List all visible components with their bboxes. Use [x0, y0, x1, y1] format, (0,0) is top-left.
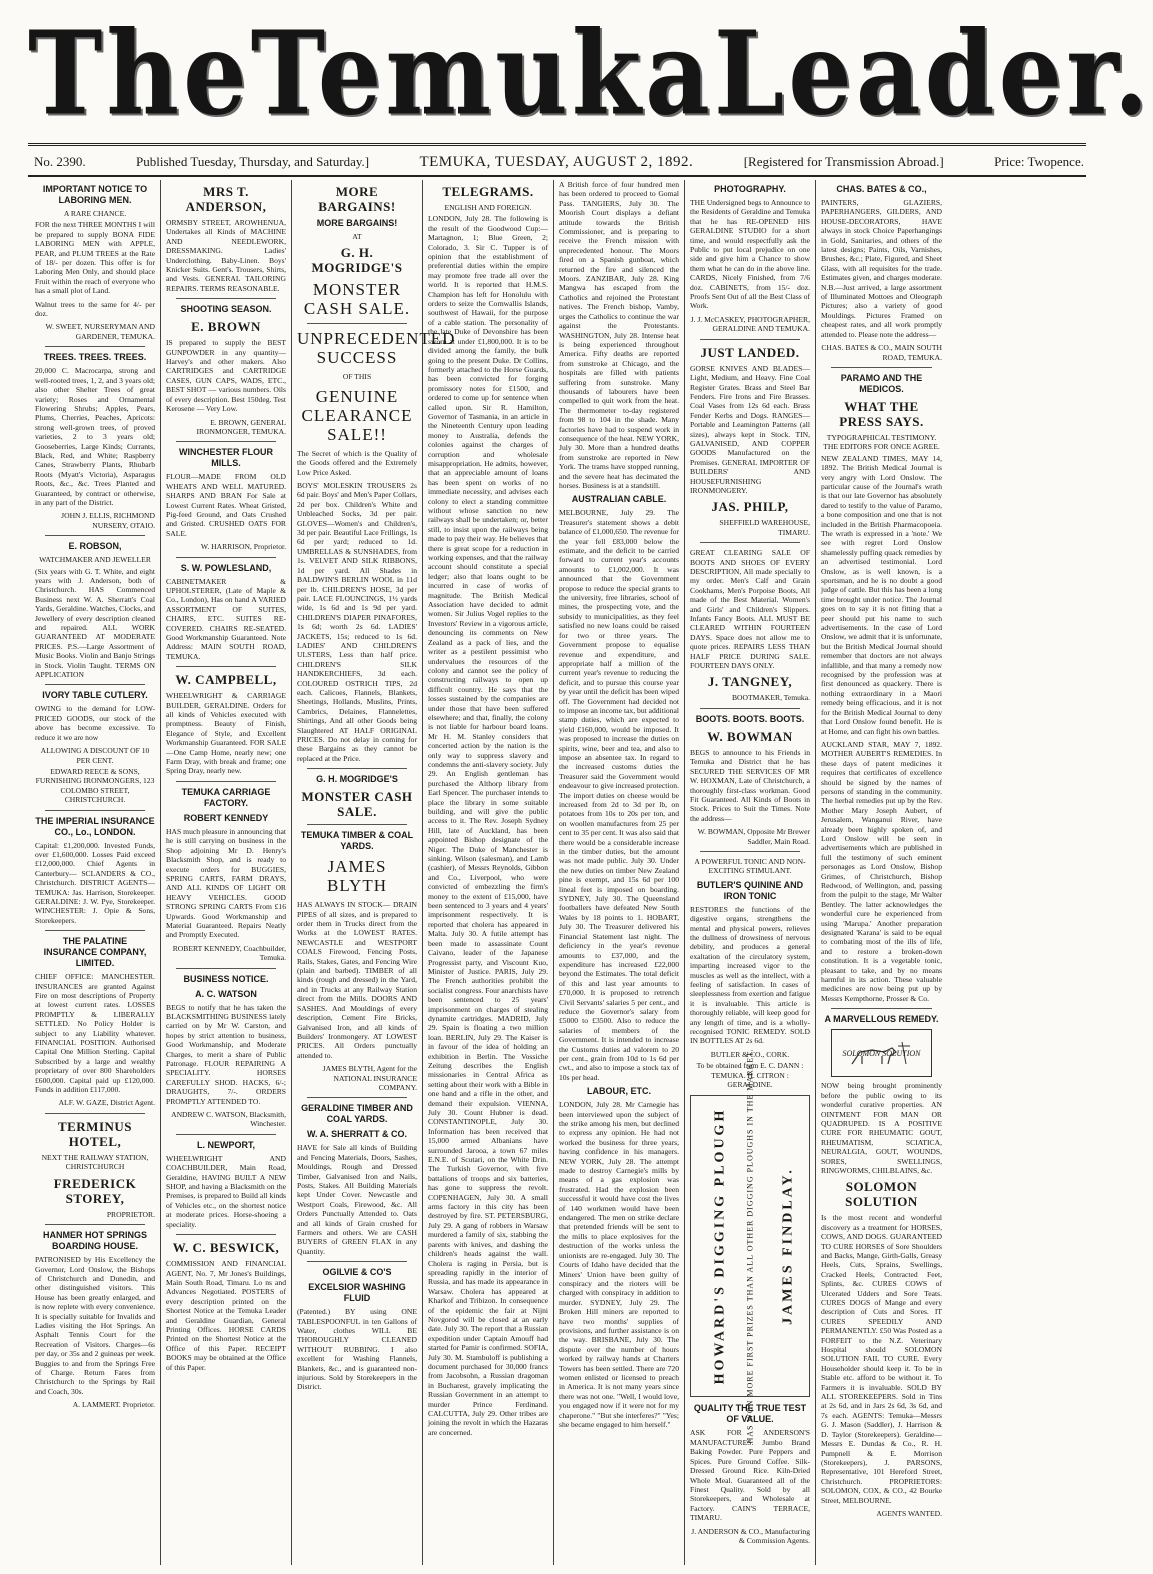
- ad-subheading: ALLOWING A DISCOUNT OF 10 PER CENT.: [40, 746, 150, 765]
- ad-heading: W. C. BESWICK,: [172, 1240, 280, 1256]
- masthead-word-the: The: [28, 5, 251, 141]
- ad-heading: WINCHESTER FLOUR MILLS.: [179, 447, 273, 469]
- ad-heading: SHOOTING SEASON.: [180, 304, 272, 315]
- ad-heading: QUALITY THE TRUE TEST OF VALUE.: [693, 1403, 807, 1425]
- ad-body: Capital: £1,200,000. Invested Funds, over £1,600,000. Losses Paid exceed £12,000,000. Chief Agents in Canterbury— SCLANDERS & CO., Christchurch. DISTRICT AGENTS— TEMUKA: Jas. Harrison, Storekeeper. GERALDINE: J. W. Pye, Storekeeper. WINCHESTER: J. Opie & Sons, Storekeepers.: [35, 840, 155, 925]
- publication-schedule: Published Tuesday, Thursday, and Saturday.]: [136, 154, 370, 169]
- ad-body: BOYS' MOLESKIN TROUSERS 2s 6d pair. Boys' and Men's Paper Collars, 2d per box. Children's White and Unbleached Socks, 3d per pair. GLOVES—Women's and Children's, 3d per pair. Beautiful Lace Frillings, 1s 6d per yard; reduced to 1d. UMBRELLAS & SUNSHADES, from 1s. VELVET AND SILK RIBBONS, 1d per yard. All Shades in BALDWIN'S BERLIN WOOL in 11d per lb. CHILDREN'S HOSE, 3d per pair. LACE FLOUNCINGS, 1½ yards wide, 1s 6d and 1s 9d per yard. CHILDREN'S DIAPER PINAFORES, 1s 6d; worth 2s 6d. LADIES' JACKETS, 15s; reduced to 1s 6d. LADIES' AND CHILDREN'S ULSTERS, Less than half price. CHILDREN'S SILK HANDKERCHIEFS, 3d each. COLOURED OSTRICH TIPS, 2d each. Calicoes, Flannels, Blankets, Sheetings, Hollands, Muslins, Prints, Cambrics, Delaines, Flannelettes, Shirtings, And all other Goods being Slaughtered AT HALF ORIGINAL PRICES. Do not delay in coming for these Bargains as they cannot be replaced at the Price.: [297, 481, 417, 763]
- divider: [831, 1008, 932, 1009]
- ad-body: HAVE for Sale all kinds of Building and Fencing Materials, Doors, Sashes, Mouldings, Rough and Dressed Timber, Galvanised Iron and Nails, Posts, Stakes. All Building Materials kept Under Cover. Newcastle and Westport Coals, Firewood, &c. All Orders Punctually Attended to. Oats and all kinds of Grain crushed for Farmers and others. We are CASH BUYERS of GREEN FLAX in any Quantity.: [297, 1143, 417, 1256]
- ad-heading: E. BROWN: [191, 319, 261, 335]
- ad-signature: ANDREW C. WATSON, Blacksmith, Winchester.: [171, 1110, 286, 1129]
- ad-heading: MORE BARGAINS!: [316, 218, 398, 228]
- ad-signature: W. BOWMAN, Opposite Mr Brewer Saddler, Main Road.: [697, 827, 810, 846]
- masthead-rule: [28, 143, 1086, 146]
- registration-note: [Registered for Transmission Abroad.]: [743, 154, 944, 169]
- news-body: A British force of four hundred men has been ordered to proceed to Gomal Pass. TANGIERS, July 30. The Moorish Court displays a defiant attitude towards the British Commissioner, and is preparing to receive the French mission with unprecedented honour. The Moors fired on a Spanish gunboat, which returned the fire and silenced the Moors. ZANZIBAR, July 28. King Mangwa has escaped from the Catholics and rejoined the Protestant natives. The French bishop, Vamby, urges the Catholics to continue the war against the Protestants. WASHINGTON, July 28. Intense heat is being experienced throughout America. Fifty deaths are reported from sunstroke at Chicago, and the hospitals are filled with patients suffering from sunstroke. Many thousands of labourers have been compelled to quit work from the heat. The thermometer to-day registered from 98 to 104 in the shade. Many factories have had to suspend work in consequence of the heat. NEW YORK, July 30. More than a hundred deaths from sunstroke are reported in New York. The trams have stopped running, and the severe heat has decimated the horses. Business is at a standstill.: [559, 180, 679, 490]
- ad-heading: E. ROBSON,: [68, 541, 122, 552]
- ad-subheading: A POWERFUL TONIC AND NON-EXCITING STIMULANT.: [694, 856, 806, 876]
- ad-body: Walnut trees to the same for 4/- per doz.: [35, 299, 155, 319]
- ad-body: BEGS to announce to his Friends in Temuka and District that he has SECURED THE SERVICES OF MR W. HOXMAN, Late of Christchurch, a thoroughly first-class workman. Good Fit Guaranteed. All Kinds of Boots in Stock. Prices to Suit the Times. Note the address—: [690, 747, 810, 823]
- ad-body: CHIEF OFFICE: MANCHESTER. INSURANCES are granted Against Fire on most descriptions of Property at lowest current rates. LOSSES PROMPTLY & LIBERALLY SETTLED. No Policy Holder is subject to any Liability whatever. FINANCIAL POSITION. Authorised Capital One Million Sterling. Capital Subscribed by a large and wealthy proprietary of over 800 Shareholders £600,000. Capital paid up £120,000. Funds in addition £117,000.: [35, 972, 155, 1095]
- column-1: [30, 180, 161, 1565]
- ad-body: WHEELWRIGHT AND COACHBUILDER, Main Road, Geraldine, HAVING BUILT A NEW SHOP, and having a Blacksmith on the Premises, is prepared to Build all kinds of Vehicles etc., on the shortest notice at moderate prices. Horse-shoeing a speciality.: [166, 1153, 286, 1229]
- divider: [176, 666, 276, 667]
- ad-heading: JUST LANDED.: [700, 344, 800, 360]
- ad-body: (Patented.) BY using ONE TABLESPOONFUL in ten Gallons of Water, clothes WILL BE THOROUGHLY CLEANED WITHOUT RUBBING. I also excellent for Washing Flannels, Blankets, &c., and is guaranteed non-injurious. Sold by Storekeepers in the District.: [297, 1307, 417, 1392]
- ad-heading: MONSTER CASH SALE.: [303, 280, 411, 319]
- vertical-signature: JAMES FINDLAY.: [780, 1167, 796, 1326]
- divider: [45, 810, 145, 811]
- ad-heading: JAS. PHILP,: [711, 499, 789, 515]
- solomon-solution-logo: [831, 1029, 932, 1077]
- ad-body: FLOUR—MADE FROM OLD WHEATS AND WELL MATURED. SHARPS AND BRAN For Sale at Lowest Current Rates. Wheat Gristed, Pig-feed Ground, and Oats Crushed and Gristed. CRUSHED OATS FOR SALE.: [166, 472, 286, 538]
- masthead-word-leader: Leader.: [713, 5, 1153, 141]
- ad-heading: WHAT THE PRESS SAYS.: [839, 398, 924, 429]
- vertical-body: HAS WON MORE FIRST PRIZES THAN ALL OTHER DIGGING PLOUGHS IN THE MARKET.: [745, 1048, 755, 1445]
- ad-heading: IVORY TABLE CUTLERY.: [42, 690, 148, 701]
- ad-heading: PHOTOGRAPHY.: [714, 184, 786, 194]
- ad-heading: SOLOMON SOLUTION: [845, 1179, 918, 1210]
- ad-body: OWING to the demand for LOW-PRICED GOODS, our stock of the above has become excessive. To reduce it we are now: [35, 704, 155, 742]
- masthead: [28, 5, 1153, 141]
- ad-heading: THE PALATINE INSURANCE COMPANY, LIMITED.: [43, 936, 147, 969]
- ad-body: HAS ALWAYS IN STOCK— DRAIN PIPES of all sizes, and is prepared to order them in Trucks direct from the Works at the LOWEST RATES. NEWCASTLE and WESTPORT COALS Firewood, Fencing Posts, Rails, Stakes, Gates, and Fencing Wire (plain and barbed). TIMBER of all kinds (rough and dressed) in the Yard, and in Trucks at any Railway Station direct from the Mills. DOORS AND SASHES. And Mouldings of every description, Cement Fire Bricks, Galvanised Iron, and all kinds of Builders' Ironmongery. AT LOWEST PRICES. All Orders punctually attended to.: [297, 900, 417, 1060]
- section-heading-australian-cable: AUSTRALIAN CABLE.: [571, 494, 667, 505]
- ad-heading: HANMER HOT SPRINGS BOARDING HOUSE.: [42, 1230, 147, 1252]
- ad-signature: J. ANDERSON & CO., Manufacturing & Commission Agents.: [691, 1526, 810, 1545]
- ad-heading: BUSINESS NOTICE.: [183, 973, 269, 984]
- masthead-word-temuka: Temuka: [250, 5, 714, 141]
- ad-body: ASK FOR ANDERSON'S MANUFACTURES. Jumbo Brand Baking Powder. Pure Peppers and Spices. Pure Ground Coffee. Silk-Dressed Ground Rice. Kiln-Dried Whole Meal. Guaranteed all of the Finest Quality. Sold by all Storekeepers, and Wholesale at Factory. CAIN'S TERRACE, TIMARU.: [690, 1428, 810, 1523]
- ad-heading: CHAS. BATES & CO.,: [836, 184, 927, 194]
- issue-price: Price: Twopence.: [994, 154, 1084, 169]
- ad-heading: GENUINE CLEARANCE SALE!!: [301, 386, 413, 444]
- ad-heading: ROBERT KENNEDY: [183, 812, 269, 823]
- divider: [45, 1113, 145, 1114]
- newspaper-columns: [30, 180, 1086, 1565]
- ad-body: AUCKLAND STAR, MAY 7, 1892. MOTHER AUBERT'S REMEDIES. In these days of patent medicines it requires that certificates of excellence should be signed by the names of persons of standing in the community. The herbal remedies put up by the Rev. Mother Mary Joseph Aubert, of Jerusalem, Wanganui River, have already been highly spoken of, and Lord Onslow will be seen in advertisements which are published in full the testimony of such eminent personages as Lord Onslow, Bishop Grimes, of Christchurch, Bishop Redwood, of Wellington, and, passing from the pulpit to the stage, Mr Walter Bentley. The latter acknowledges the wonderful cure he experienced from using 'Marupa.' Another preparation designated 'Karana' is said to be equal to combating most of the ills of life, and to restore a broken-down constitution. It is a vegetable tonic, pleasant to take, and by no means harmful in its action. These valuable medicines are now being put up by Messrs Kempthorne, Prosser & Co.: [821, 739, 942, 1003]
- ad-subheading: WATCHMAKER AND JEWELLER: [39, 555, 151, 565]
- ad-heading: A. C. WATSON: [195, 988, 257, 999]
- ad-heading: OGILVIE & CO'S: [322, 1267, 392, 1278]
- divider: [176, 298, 276, 299]
- ad-body: WHEELWRIGHT & CARRIAGE BUILDER, GERALDINE. Orders for all kinds of Vehicles executed with promptness. Beauty of Finish, Elegance of Style, and Excellent Workmanship Guaranteed. FOR SALE—One Camp Home, nearly new; one Farm Dray, with break and frame; one Spring Dray, nearly new.: [166, 691, 286, 776]
- ad-signature: W. HARRISON, Proprietor.: [200, 542, 286, 552]
- ad-subheading: OF THIS: [342, 372, 372, 382]
- ad-heading: MRS T. ANDERSON,: [185, 184, 267, 214]
- ad-heading: TEMUKA TIMBER & COAL YARDS.: [300, 830, 414, 852]
- ad-heading: IMPORTANT NOTICE TO LABORING MEN.: [42, 184, 148, 205]
- column-7: [816, 180, 947, 1565]
- ad-body: The Secret of which is the Quality of the Goods offered and the Extremely Low Price Asked.: [297, 448, 417, 477]
- column-2: [161, 180, 292, 1565]
- ad-heading: W. CAMPBELL,: [175, 672, 277, 688]
- ad-signature: ROBERT KENNEDY, Coachbuilder, Temuka.: [172, 943, 286, 963]
- ad-heading: TREES. TREES. TREES.: [43, 352, 147, 363]
- ad-heading: UNPRECEDENTED SUCCESS: [297, 329, 456, 368]
- ad-subheading: EDWARD REECE & SONS, FURNISHING IRONMONGERS, 123 COLOMBO STREET, CHRISTCHURCH.: [35, 766, 155, 805]
- ad-subheading: A RARE CHANCE.: [63, 209, 127, 218]
- ad-body: PAINTERS, GLAZIERS, PAPERHANGERS, GILDERS, AND HOUSE-DECORATORS, HAVE always in stock Choice Paperhangings in Gold, Sanitaries, and others of the latest designs; Paints, Oils, Varnishes, Brushes, &c.; Plate, Figured, and Sheet Glass, with all requisites for the trade. Estimates given, and charges moderate. N.B.—Just arrived, a large assortment of Illuminated Mottoes and Oleograph Pictures; also a variety of good Mouldings. Pictures Framed on cheapest rates, and all work promptly attended to. Please note the address—: [821, 198, 942, 339]
- ad-heading: BUTLER'S QUININE AND IRON TONIC: [696, 879, 804, 901]
- divider: [45, 346, 145, 347]
- ad-heading: BOOTS. BOOTS. BOOTS.: [695, 713, 805, 724]
- divider: [176, 968, 276, 969]
- ad-body: COMMISSION AND FINANCIAL AGENT, No. 7, Mr Jones's Buildings, Main South Road, Timaru. Lo ns and Advances Negotiated. POSTERS of every description printed on the Shortest Notice at the Temuka Leader and Geraldine Guardian, General Printing Offices. HORSE CARDS Printed on the Shortest Notice at the Office of this Paper. RECEIPT BOOKS may be obtained at the Office of this Paper.: [166, 1259, 286, 1372]
- ad-signature: JAMES BLYTH, Agent for the NATIONAL INSURANCE COMPANY.: [322, 1064, 417, 1092]
- ad-subheading: TYPOGRAPHICAL TESTIMONY. THE EDITORS FOR ONCE AGREE.: [823, 432, 940, 452]
- ad-body: GORSE KNIVES AND BLADES—Light, Medium, and Heavy. Fine Coal Register Grates. Brass and Steel Bar Fenders. Fire Irons and Fire Brasses. Coal Vases from 12s 6d each. Brass Fender Kerbs and Dogs. RANGES—Portable and Leamington Patterns (all sizes), always kept in Stock. TIN, GALVANISED, AND COPPER GOODS Manufactured on the Premises. GENERAL IMPORTER OF BUILDERS' AND HOUSEFURNISHING IRONMONGERY.: [690, 363, 810, 495]
- divider: [45, 684, 145, 685]
- ad-heading: TERMINUS HOTEL,: [57, 1118, 133, 1149]
- ad-body: IS prepared to supply the BEST GUNPOWDER in any quantity—Harvey's and other makers. Also CARTRIDGES and CARTRIDGE CASES, GUN CAPS, WADS, ETC., BEST SHOT — various numbers. Oils of every description. Best 150deg. Test Kerosene — Very Low.: [166, 338, 286, 414]
- issue-number: No. 2390.: [34, 154, 86, 169]
- ad-body: NOW being brought prominently before the public owing to its wonderful curative properties. AN OINTMENT FOR MAN OR QUADRUPED. IS A POSITIVE CURE FOR RHEUMATIC GOUT, RHEUMATISM, SCIATICA, NEURALGIA, GOUT, WOUNDS, SORES, SWELLINGS, RINGWORMS, CHILBLAINS, &c.: [821, 1081, 942, 1175]
- ad-body: HAS much pleasure in announcing that he is still carrying on business in the Shop adjoining Mr D. Henry's Blacksmith Shop, and is ready to execute orders for BUGGIES, SPRING CARTS, FARM DRAYS, AND ALL KINDS OF LIGHT OR HEAVY VEHICLES. GOOD STRONG SPRING CARTS From £16 Upwards. Good Workmanship and Material Guaranteed. Repairs Neatly and Promptly Executed.: [166, 826, 286, 940]
- divider: [176, 1234, 276, 1235]
- ad-subheading: To be obtained from E. C. DANN : TEMUKA. H. CITRON : GERALDINE.: [696, 1061, 804, 1090]
- ad-heading: W. A. SHERRATT & CO.: [307, 1129, 407, 1140]
- divider: [700, 542, 800, 543]
- ad-heading: EXCELSIOR WASHING FLUID: [308, 1282, 406, 1304]
- ad-heading: G. H. MOGRIDGE'S: [316, 774, 398, 785]
- divider: [45, 1224, 145, 1225]
- column-6: [685, 180, 816, 1565]
- ad-heading: J. TANGNEY,: [707, 674, 793, 690]
- ad-body: GREAT CLEARING SALE OF BOOTS AND SHOES OF EVERY DESCRIPTION, All made specially to my order. Men's Calf and Grain Cookhams, Men's Porpoise Boots, All made of the Best Material. Women's and Girls' and Children's Slippers. Infants Fancy Boots. ALL MUST BE CLEARED WITHIN FOURTEEN DAYS. Space does not allow me to quote prices. REPAIRS LESS THAN HALF PRICE DURING SALE. FOURTEEN DAYS ONLY.: [690, 548, 810, 671]
- ad-signature: PROPRIETOR.: [106, 1209, 155, 1219]
- ad-body: NEW ZEALAND TIMES, MAY 14, 1892. The British Medical Journal is very angry with Lord Onslow. The particular cause of the Journal's wrath is that our late Governor has absolutely dared to testify to the value of Paramo, a bone composition and one that is not included in the British Pharmacopoeia. The wrath is expressed in a 'note.' We see with regret Lord Onslow shamelessly puffing quack remedies by an advertised testimonial. Lord Onslow, as is well known, is a sportsman, and he is no doubt a good judge of cattle. But this has been a long time brought under notice. The Journal goes on to say it is not fitting that a peer should put his name to such advertisements. In the case of Lord Onslow, we admit that it is unfortunate, but the British Medical Journal should remember that doctors are not always infallible, and that many a remedy now recognised by the profession was at first denounced as quackery. There is nothing extraordinary in a Maori remedy being efficacious, and it is not for the British Medical Journal to deny that Lord Onslow found benefit. He is at Home, and can fight his own battles.: [821, 453, 942, 736]
- divider: [176, 557, 276, 558]
- divider: [307, 768, 407, 769]
- ad-signature: J. J. McCASKEY, PHOTOGRAPHER, GERALDINE AND TEMUKA.: [690, 314, 810, 334]
- ad-body: (Six years with G. T. White, and eight years with J. Anderson, both of Christchurch. HAS Commenced Business next W. A. Sherratt's Coal Yards, Geraldine. Watches, Clocks, and Jewellery of every description cleaned and repaired. ALL WORK GUARANTEED AT MODERATE PRICES. P.S.—Large Assortment of Music Books. Violin and Banjo Strings in Stock. Violin Taught. TERMS ON APPLICATION: [35, 566, 155, 680]
- news-body: LONDON, July 28. Mr Carnegie has been interviewed upon the subject of the strike among his men, but declined to express any opinion. He had not worked the business for three years, having confidence in his managers. NEW YORK, July 28. The attempt made to destroy Carnegie's mills by means of a gas explosion was frustrated. Had the explosion been successful it would have cost the lives of 140 workmen would have been endangered. The men on strike declare that pretended friends will be sent to the mills to place explosives for the destruction of the works unless the unionists are re-engaged. July 30. The Courts of Idaho have decided that the Miners' Union have been guilty of conspiracy and the rioters will be charged with conspiracy in addition to murder. SYDNEY, July 29. The Broken Hill miners are reported to have two months' supplies of provisions, and further assistance is on the way. BRISBANE, July 30. The dispute over the number of hours worked by railway hands at Charters Towers has been settled. There are 720 women enlisted or licensed to preach in America. It is not many years since there was not one. "Well, I would love, you engaged now if it were not for my chaperone." "But she interferes?" "Yes; she became engaged to him herself.": [559, 1100, 679, 1429]
- ad-heading: PARAMO AND THE MEDICOS.: [840, 372, 923, 394]
- ad-body: CABINETMAKER & UPHOLSTERER, (Late of Maple & Co., London), Has on hand A VARIED ASSORTMENT OF SUITES, CHAIRS, ETC. SUITES RE-COVERED. CHAIRS RE-SEATED. Good Workmanship Guaranteed. Note Address: MAIN SOUTH ROAD, TEMUKA.: [166, 576, 286, 661]
- column-5: [554, 180, 685, 1565]
- vertical-heading: HOWARD'S DIGGING PLOUGH: [712, 1108, 728, 1385]
- section-heading-telegrams: TELEGRAMS.: [442, 184, 534, 199]
- ad-signature: A. LAMMERT. Proprietor.: [72, 1400, 155, 1410]
- divider: [307, 323, 407, 324]
- divider: [831, 367, 932, 368]
- ad-signature: JOHN J. ELLIS, RICHMOND NURSERY, OTAIO.: [61, 511, 155, 530]
- ad-body: RESTORES the functions of the digestive organs, strengthens the mental and physical powers, relieves the dullness of drowsiness of nervous debility, and produces a general exaltation of the circulatory system, imparting increased vigor to the muscles as well as the intellect, with a feeling of satisfaction. In cases of sleeplessness from exertion and fatigue it is invaluable. This article is thoroughly reliable, will keep good for any length of time, and is a wholly-recognised TONIC REMEDY. SOLD IN BOTTLES AT 2s 6d.: [690, 904, 810, 1046]
- ad-heading: GERALDINE TIMBER AND COAL YARDS.: [301, 1103, 413, 1125]
- divider: [700, 851, 800, 852]
- divider: [176, 1134, 276, 1135]
- divider: [307, 1261, 407, 1262]
- ad-subheading: NEXT THE RAILWAY STATION, CHRISTCHURCH: [41, 1152, 149, 1172]
- divider: [176, 441, 276, 442]
- ad-signature: BUTLER & CO., CORK.: [710, 1049, 790, 1059]
- divider: [45, 535, 145, 536]
- ad-body: THE Undersigned begs to Announce to the Residents of Geraldine and Temuka that he has RE-OPENED HIS GERALDINE STUDIO for a short time, and would respectfully ask the Public to put local prejudice on one side and give him a Chance to show them what he can do in the above line. CARDS, Nicely Finished, from 7/6 doz. CABINETS, from 15/- doz. Proofs Sent Out of all the Best Class of Work.: [690, 198, 810, 311]
- ad-heading: TEMUKA CARRIAGE FACTORY.: [181, 786, 271, 808]
- ad-subheading: AT: [352, 232, 362, 241]
- ad-heading: L. NEWPORT,: [197, 1139, 255, 1150]
- dateline-rule: [28, 175, 1086, 177]
- ad-signature: W. SWEET, NURSERYMAN AND GARDENER, TEMUKA.: [45, 322, 155, 341]
- section-subheading: ENGLISH AND FOREIGN.: [444, 203, 532, 212]
- dateline: [34, 151, 1084, 173]
- ad-body: FOR the next THREE MONTHS I will be prepared to supply BONA FIDE LABORING MEN with APPLE, PEAR, and PLUM TREES at the Rate of 18/- per dozen. This offer is for Laboring Men Only, and should place Fruit within the reach of everyone who has a small plot of Land.: [35, 220, 155, 296]
- column-4: [423, 180, 554, 1565]
- ad-signature: E. BROWN, GENERAL IRONMONGER, TEMUKA.: [196, 417, 286, 436]
- ad-body: PATRONISED by His Excellency the Governor, Lord Onslow, the Bishops of Christchurch and Dunedin, and other distinguished visitors. This House has been greatly enlarged, and is now replete with every convenience. It is specially suitable for Invalids and Ladies visiting the Hot Springs. An Asphalt Tennis Court for the Recreation of Visitors. Charges—6s per day, or 35s and 2 guineas per week. Buggies to and from the Springs Free of Charge. Return Fares from Christchurch to the Springs by Rail and Coach, 30s.: [35, 1255, 155, 1396]
- ad-signature: ALF. W. GAZE, District Agent.: [58, 1098, 155, 1108]
- ad-heading: FREDERICK STOREY,: [53, 1175, 137, 1206]
- ad-heading: MORE BARGAINS!: [318, 184, 396, 214]
- ad-signature: CHAS. BATES & CO., MAIN SOUTH ROAD, TEMUKA.: [821, 343, 942, 362]
- ad-heading: JAMES BLYTH: [327, 857, 387, 896]
- divider: [45, 930, 145, 931]
- ad-signature: BOOTMAKER, Temuka.: [731, 693, 810, 703]
- news-body: LONDON, July 28. The following is the result of the Goodwood Cup:— Martagnon, 1; Blue Green, 2; Colorado, 3. Sir C. Tupper is of opinion that the establishment of preferential duties within the empire may promote free trade all over the world. It is reported that H.M.S. Champion has left for Honolulu with orders to seize the Cornwallis Islands, southwest of Hawaii, for the purpose of a cable station. The personality of the late Duke of Devonshire has been sworn at under £1,800,000. It is to be divided among the family, the bulk going to the present Duke. Dr Collins, formerly attached to the Horse Guards, has been convicted for forging promissory notes for £1500, and ordered to come up for sentence when called upon. Sir R. Hamilton, Governor of Tasmania, in an article in the Nineteenth Century upon leading money to Australia, defends the colonies against the charges of corruption and wholesale misappropriation. He admits, however, that an appreciable amount of loans has been spent on works of no immediate necessity, and advises each colony to elect a standing committee without whose sanction no new railways shall be undertaken; or, better still, to insist upon the railways being made to pay their way. He believes that there is great scope for a reduction in working expenses, and that the railway account should constitute a special ledger; also that loans ought to be incurred in case of works of magnitude. The British Medical Association have decided to admit women. Sir Julius Vogel replies to the Investors' Review in a vigorous article, denouncing its comments on New Zealand as a pack of lies, and the writer as a pestilent pessimist who undervalues the resources of the colony and cannot see the policy of constructing railways to open up difficult country. He says that the losses sustained by the companies are under those that have been suffered elsewhere; and that, finally, the colony is not liable for harbour board loans. Mr H. M. Stanley considers that concerted action by the nation is the only way to suppress slavery and condemns the anti-slavery society. July 29. An English gentleman has purchased the Althorp library from Earl Spencer. The purchaser intends to place the library in some suitable building, and will give the public access to it. The Rev. Joseph Sydney Hill, late of Auckland, has been appointed Bishop designate of the Niger. The Duke of Manchester is sinking. Wilson (salesman), and Lamb (cashier), of Messrs Reynolds, Gibbon and Co., Liverpool, who were convicted of embezzling the firm's money to the extent of £15,000, have been sentenced to 3 years and 4 years' imprisonment respectively. It is reported that cholera has appeared in Malta. July 30. A futile attempt has been made to assassinate Count Caivano, leader of the Japanese Progressist party, and Viscount Kuo, Minister of Justice. PARIS, July 29. The French authorities prohibit the socialist congress. Four anarchists have been sentenced to 25 years' imprisonment on charges of stealing dynamite cartridges. MADRID, July 29. Spain is floating a two million loan. BERLIN, July 29. The Kaiser is in favour of the idea of holding an exhibition in Berlin. The Vossiche Zeitung describes the English missionaries in Central Africa as setting about their work with a Bible in one hand and a rifle in the other, and demand their expulsion. VIENNA, July 30. Count Hubner is dead. CONSTANTINOPLE, July 30. Information has been received that 15,000 armed Albanians have surrounded Jarooa, a town 67 miles E.N.E. of Scutari, on the White Drin. The Turkish Governor, with five battalions of troops and six batteries, has gone to suppress the revolt. COPENHAGEN, July 30. A small arms factory in this city has been destroyed by fire. ST. PETERSBURG, July 29. A gang of robbers in Warsaw murdered a family of six, stabbing the parents with knives, and dashing the children's heads against the wall. Cholera is raging in Persia, but is spreading rapidly in the interior of Russia, and has made its appearance in Warsaw. Cholera has appeared at Kharkof and Tribizon. In consequence of the epidemic the fair at Nijni Novgorod will be closed at an early date. July 30. The report that a Russian expedition under Captain Amouff had started for Pamir is confirmed. SOFIA, July 30. M. Stambuloff is publishing a document purchased for 30,000 francs from Jacobsohn, a Russian dragoman in Bucharest, gravely implicating the Russian Government in an attempt to murder Prince Ferdinand. CALCUTTA, July 29. Other tribes are joining the revolt in which the Hazaras are concerned.: [428, 214, 548, 1437]
- ad-signature: AGENTS WANTED.: [876, 1508, 942, 1518]
- ad-body: ORMSBY STREET, AROWHENUA, Undertakes all Kinds of MACHINE AND NEEDLEWORK, DRESSMAKING. Ladies' Underclothing. Baby-Linen. Boys' Knicker Suits. Gent's. Trousers, Shirts, and Vests. GENERAL TAILORING REPAIRS. TERMS REASONABLE.: [166, 218, 286, 293]
- ad-heading: W. BOWMAN: [707, 728, 793, 744]
- ad-heading: S. W. POWLESLAND,: [180, 562, 272, 573]
- news-body: MELBOURNE, July 29. The Treasurer's statement shows a debit balance of £1,000,650. The revenue for the year fell £83,000 below the estimate, and the deficit to be carried forward to current year's accounts amounts to £1,002,000. It was announced that the Government propose to reduce the special grants to the university, free libraries, school of mines, the prospecting vote, and the subsidy to municipalities, as they feel satisfied no new loans could be raised for two or three years. The Government propose to equalise revenue and expenditure, and appropriate half a million of the current year's revenue to reducing the deficit, and to pursue this course year by year until the deficit has been wiped off. The Government had decided not to impose an income tax, but additional stamp duties, which are expected to yield £160,000, would be imposed. It was proposed to increase the duties on spirits, wine, beer and tea, and also to impose an absentee tax. In regard to the increased customs duties the Treasurer said the Government would endeavour to give increased protection. The import duties on cheese would be increased from 2d to 3d per lb, on potatoes from 10s to 20s per ton, and on woollen manufactures from 25 per cent to 35 per cent. It was also said that there would be a considerable increase in the timber duties, but the amount was not made public. July 30. Under the new duties on timber New Zealand pine is exempt, and 15s 6d per 100 lineal feet is imposed on boarding. SYDNEY, July 30. The Queensland footballers have defeated New South Wales by 18 points to 1. HOBART, July 30. The Treasurer delivered his Financial Statement last night. The deficiency in the year's revenue amounts to £37,000, and the expenditure has increased £22,000 beyond the Estimates. The total deficit of this and last year amounts to £70,000. It is proposed to retrench Civil Servants' salaries 5 per cent., and reduce the Governor's salary from £5000 to £3500. Also to reduce the salaries of members of the Government. It is intended to increase the Customs duties ad valorem to 20 per cent., grain from 10d to 1s 6d per cwt., and also to impose a stock tax of 10s per head.: [559, 508, 679, 1082]
- divider: [700, 708, 800, 709]
- divider: [176, 781, 276, 782]
- issue-date: TEMUKA, TUESDAY, AUGUST 2, 1892.: [419, 153, 694, 170]
- ad-heading: MONSTER CASH SALE.: [301, 789, 413, 820]
- section-heading-labour: LABOUR, ETC.: [587, 1086, 651, 1097]
- ad-heading: G. H. MOGRIDGE'S: [311, 245, 403, 276]
- column-3: [292, 180, 456, 1565]
- ad-body: 20,000 C. Macrocarpa, strong and well-rooted trees, 1, 2, and 3 years old; also other Shelter Trees of great variety; Roses and Ornamental Flowering Shrubs; Apples, Pears, Plums, Cherries, Peaches, Apricots: strong well-grown trees, of proved varieties, 2 to 3 years old; Gooseberries, Large Kinds; Currants, Black, Red, and White; Raspberry Canes, Strawberry Plants, Rhubarb Roots (Myatt's Victoria), Asparagus Roots, &c., &c. Trees Planted and Guaranteed, by contract or otherwise, in any part of the District.: [35, 366, 155, 507]
- divider: [307, 1097, 407, 1098]
- ad-heading: THE IMPERIAL INSURANCE CO., Lo., LONDON.: [35, 815, 155, 837]
- ad-heading: A MARVELLOUS REMEDY.: [824, 1014, 939, 1025]
- divider: [700, 339, 800, 340]
- ad-body: Is the most recent and wonderful discovery as a treatment for HORSES, COWS, AND DOGS. GUARANTEED TO CURE HORSES of Sore Shoulders and Backs, Mange, Girth-Galls, Greasy Heels, Cuts, Sprains, Swellings, Cracked Heels, Contracted Feet, Splints, &c. CURES COWS of Ulcerated Udders and Sore Teats. CURES DOGS of Mange and every description of Cuts and Sores. IT CURES SPEEDILY AND PERMANENTLY. £50 Was Posted as a FORFEIT to the N.Z. Veterinary Hospital should SOLOMON SOLUTION FAIL TO CURE. Every Householder should keep it. To be in Stable etc. afford to be without it. To Farmers it is invaluable. SOLD BY ALL STOREKEEPERS. Sold in Tins at 2s 6d, and in Jars 2s 6d, 3s 6d, and 7s each. AGENTS: Temuka—Messrs G. J. Mason (Saddler), J. Harrison & D. Taylor (Storekeepers). Geraldine—Messrs E. Dundas & Co., R. H. Pumpnell & E. Morrison (Storekeepers), J. PARSONS, Representative, 101 Hereford Street, Christchurch. PROPRIETORS: SOLOMON, COX, & CO., 42 Bourke Street, MELBOURNE.: [821, 1213, 942, 1505]
- ad-body: BEGS to notify that he has taken the BLACKSMITHING BUSINESS lately carried on by Mr W. Carston, and hopes by strict attention to business, Good Workmanship, and Moderate Charges, to merit a share of Public Patronage. FLOUR REPAIRING A SPECIALITY. HORSES CAREFULLY SHOD. HACKS, 6/-; DRAUGHTS, 7/-. ORDERS PROMPTLY ATTENDED TO.: [166, 1002, 286, 1106]
- ad-signature: SHEFFIELD WAREHOUSE, TIMARU.: [719, 518, 810, 537]
- divider: [307, 824, 407, 825]
- logo-text: SOLOMON SOLUTION: [842, 1048, 921, 1058]
